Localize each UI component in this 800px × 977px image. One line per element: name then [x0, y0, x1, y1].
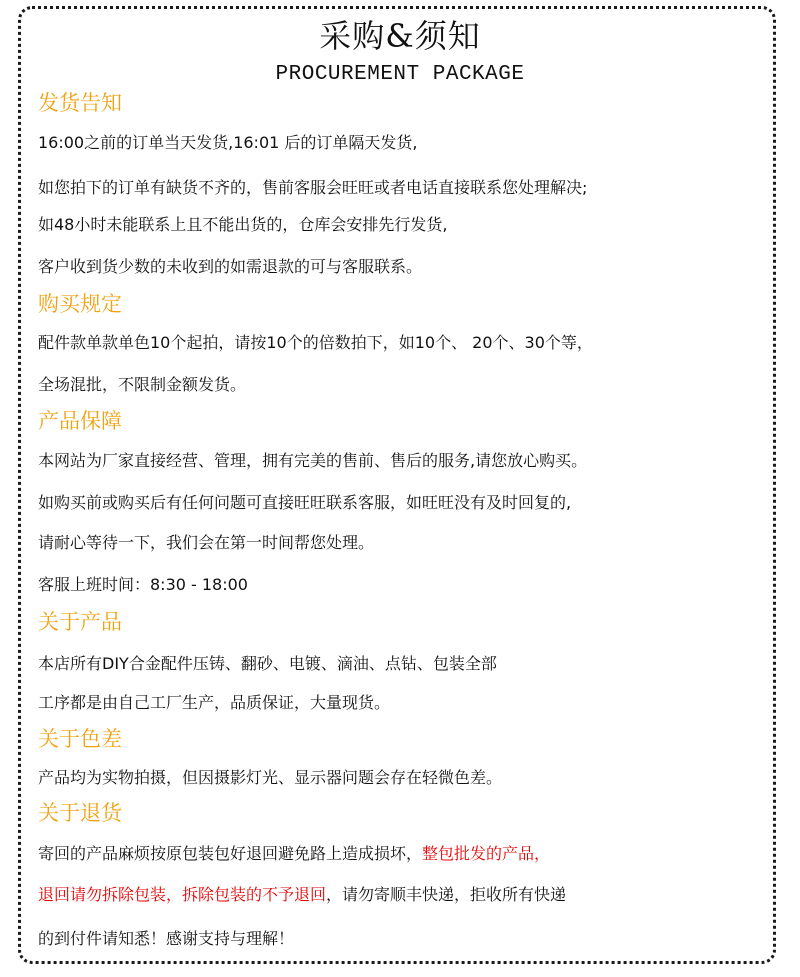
returns-line-2: [38, 884, 566, 906]
returns-line-2-warning: 退回请勿拆除包装，拆除包装的不予退回: [38, 885, 327, 904]
service-hours: 客服上班时间：8:30 - 18:00: [38, 575, 248, 594]
returns-line-1: [38, 843, 550, 865]
returns-line-3: 的到付件请知悉！感谢支持与理解！: [38, 929, 295, 948]
guarantee-line-3: 请耐心等待一下，我们会在第一时间帮您处理。: [38, 533, 375, 552]
page-title: 采购&须知: [319, 17, 481, 55]
about-product-line-1: 本店所有DIY合金配件压铸、翻砂、电镀、滴油、点钻、包装全部: [38, 654, 497, 673]
section-heading-shipping: 发货告知: [38, 91, 122, 115]
color-difference-line-1: 产品均为实物拍摄，但因摄影灯光、显示器问题会存在轻微色差。: [38, 768, 503, 787]
returns-line-1-text: 寄回的产品麻烦按原包装包好退回避免路上造成损坏，: [38, 844, 423, 863]
returns-line-1-warning: 整包批发的产品，: [422, 844, 551, 863]
section-heading-color-difference: 关于色差: [38, 727, 122, 751]
section-heading-guarantee: 产品保障: [38, 409, 122, 433]
about-product-line-2: 工序都是由自己工厂生产，品质保证，大量现货。: [38, 693, 391, 712]
shipping-line-3: 如48小时未能联系上且不能出货的，仓库会安排先行发货,: [38, 215, 448, 234]
section-heading-returns: 关于退货: [38, 801, 122, 825]
section-heading-about-product: 关于产品: [38, 610, 122, 634]
guarantee-line-2: 如购买前或购买后有任何问题可直接旺旺联系客服，如旺旺没有及时回复的,: [38, 493, 572, 512]
purchase-rules-line-2: 全场混批，不限制金额发货。: [38, 375, 247, 394]
returns-line-2-text: ，请勿寄顺丰快递，拒收所有快递: [326, 885, 567, 904]
shipping-line-4: 客户收到货少数的未收到的如需退款的可与客服联系。: [38, 257, 423, 276]
shipping-line-1: 16:00之前的订单当天发货,16:01 后的订单隔天发货,: [38, 133, 418, 152]
guarantee-line-1: 本网站为厂家直接经营、管理，拥有完美的售前、售后的服务,请您放心购买。: [38, 451, 588, 470]
purchase-rules-line-1: 配件款单款单色10个起拍，请按10个的倍数拍下，如10个、 20个、30个等，: [38, 333, 593, 352]
section-heading-purchase-rules: 购买规定: [38, 292, 122, 316]
shipping-line-2: 如您拍下的订单有缺货不齐的，售前客服会旺旺或者电话直接联系您处理解决;: [38, 178, 588, 197]
page-subtitle: PROCUREMENT PACKAGE: [275, 63, 525, 86]
